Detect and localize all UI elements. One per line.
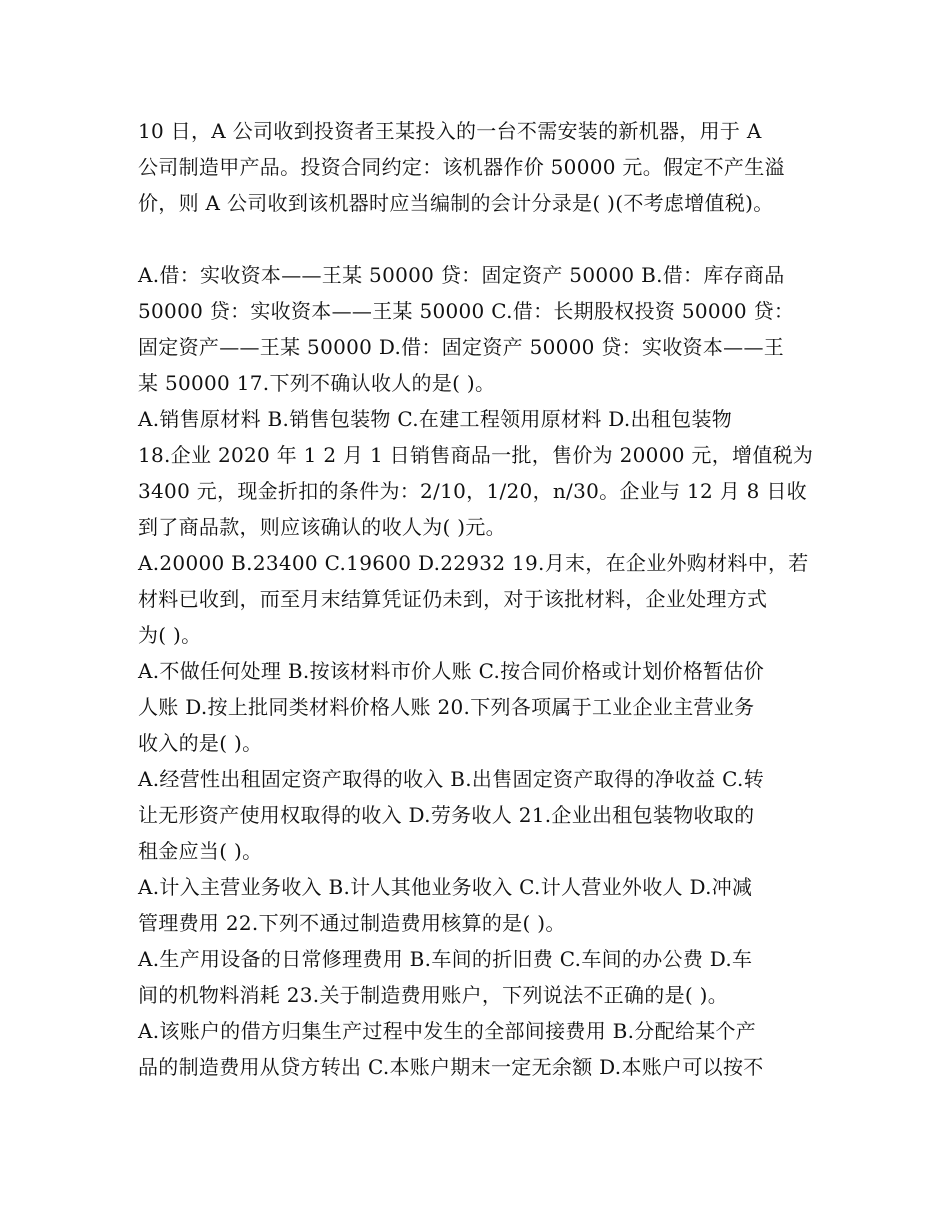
text-line: A.生产用设备的日常修理费用 B.车间的折旧费 C.车间的办公费 D.车	[138, 947, 753, 971]
document-text-block	[138, 113, 818, 1085]
text-line: A.该账户的借方归集生产过程中发生的全部间接费用 B.分配给某个产	[138, 1019, 757, 1043]
text-line: 租金应当( )。	[138, 839, 263, 863]
text-line: 管理费用 22.下列不通过制造费用核算的是( )。	[138, 911, 566, 935]
text-line: A.不做任何处理 B.按该材料市价人账 C.按合同价格或计划价格暂估价	[138, 659, 765, 683]
blank-line	[138, 221, 818, 257]
text-line: 3400 元，现金折扣的条件为：2/10，1/20，n/30。企业与 12 月 8 日收	[138, 479, 807, 503]
text-line: 50000 贷：实收资本——王某 50000 C.借：长期股权投资 50000 贷：	[138, 299, 795, 323]
text-line: 材料已收到，而至月末结算凭证仍未到，对于该批材料，企业处理方式	[138, 587, 768, 611]
text-line: 价，则 A 公司收到该机器时应当编制的会计分录是( )(不考虑增值税)。	[138, 191, 774, 215]
text-line: 收入的是( )。	[138, 731, 263, 755]
text-line: A.借：实收资本——王某 50000 贷：固定资产 50000 B.借：库存商品	[138, 263, 785, 287]
text-line: A.计入主营业务收入 B.计人其他业务收入 C.计人营业外收人 D.冲减	[138, 875, 753, 899]
text-line: 10 日，A 公司收到投资者王某投入的一台不需安装的新机器，用于 A	[138, 119, 762, 143]
text-line: 间的机物料消耗 23.关于制造费用账户，下列说法不正确的是( )。	[138, 983, 729, 1007]
text-line: 公司制造甲产品。投资合同约定：该机器作价 50000 元。假定不产生溢	[138, 155, 785, 179]
text-line: 品的制造费用从贷方转出 C.本账户期末一定无余额 D.本账户可以按不	[138, 1055, 764, 1079]
text-line: 人账 D.按上批同类材料价格人账 20.下列各项属于工业企业主营业务	[138, 695, 755, 719]
text-line: 18.企业 2020 年 1 2 月 1 日销售商品一批，售价为 20000 元，增值税为	[138, 443, 814, 467]
text-line: 到了商品款，则应该确认的收人为( )元。	[138, 515, 506, 539]
text-line: A.20000 B.23400 C.19600 D.22932 19.月末，在企业外购材料中，若	[138, 551, 809, 575]
text-line: 固定资产——王某 50000 D.借：固定资产 50000 贷：实收资本——王	[138, 335, 785, 359]
text-line: 让无形资产使用权取得的收入 D.劳务收人 21.企业出租包装物收取的	[138, 803, 755, 827]
text-line: A.销售原材料 B.销售包装物 C.在建工程领用原材料 D.出租包装物	[138, 407, 733, 431]
text-line: A.经营性出租固定资产取得的收入 B.出售固定资产取得的净收益 C.转	[138, 767, 765, 791]
text-line: 为( )。	[138, 623, 202, 647]
text-line: 某 50000 17.下列不确认收人的是( )。	[138, 371, 496, 395]
